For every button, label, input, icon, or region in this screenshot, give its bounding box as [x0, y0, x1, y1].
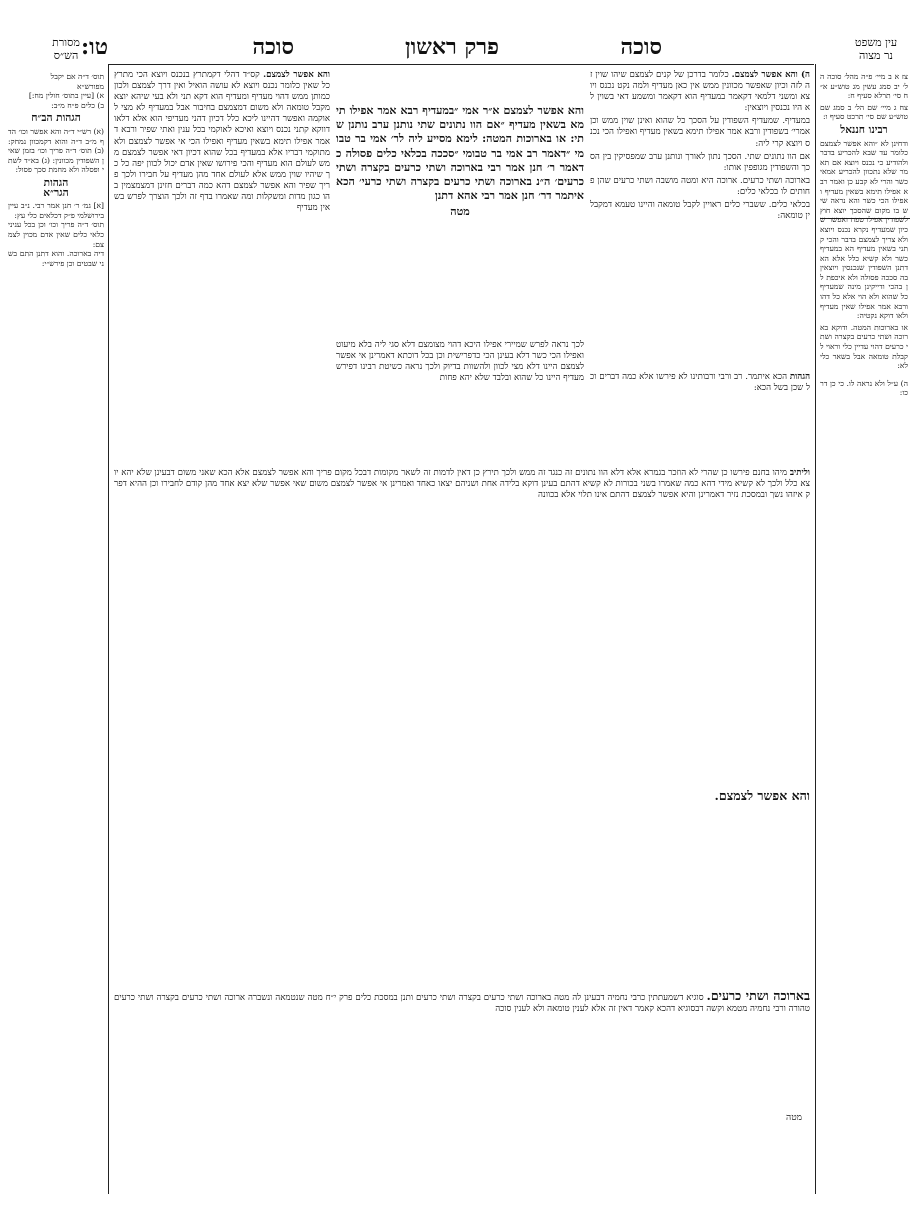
right-margin-rule [815, 64, 816, 1194]
haggahot-bach-text: (א) רש״י ד״ה והא אפשר וכו׳ הדף מ״ב ד״ה והוא דקמכוון נמחק: (ב) תוס׳ ד״ה פריך וכו׳ בזמן שאין השפודין מכוונין: (ג) בא״ד לשתי ופסלה ולא מחמת סכך פסול: [8, 126, 104, 175]
gemara-catchword: מטה [450, 205, 470, 219]
rashi-body: כלומר בדרכן של קנים לצמצם שיהו שוין זה לזה וכיון שאפשר מכוונין ממש אין כאן מעדיף ולמה נקט נכנס ויוצא ומשני דלמאי דקאמר במעדיף הוא דקאמר ומשמע דאי בשוין לא היו נכנסין ויוצאין: [590, 70, 810, 114]
masoret-label: מסורת הש״ס [52, 36, 80, 62]
gemara-text: והא אפשר לצמצם א״ר אמי ״במעדיף רבא אמר אפילו תימא בשאין מעדיף ״אם הוו נתונים שתי נותנן ערב נותנן שתי: או בארוכות המטה: לימא מסייע ליה לר׳ אמי בר טבומי ״דאמר רב אמי בר טבומי ״סככה בכלאי כלים פסולה כדאמר ר׳ חנן אמר רבי בארוכה ושתי כרעים בקצרה ושתי כרעים׳ ה״נ בארוכה ושתי כרעים בקצרה ושתי כרעי׳ הכא איתמר דר׳ חנן אמר רבי אהא דתנן [336, 104, 584, 203]
tosafot-section-2-opening: וליתיב [789, 468, 810, 478]
rabbeinu-chananel-heading: רבינו חננאל [840, 123, 888, 136]
rashi-haggahot-text [590, 372, 810, 394]
tosafot-middle-column [336, 340, 584, 462]
haggahot-gra-text: [א] גמ׳ ר׳ חנן אמר רבי. נ״ב עיין בירושלמי פ״ק דכלאים כלי עץ: תוס׳ ד״ה פריך וכו׳ וכן בכל עניני כלאי כלים שאין אדם מכוין לצמצם: דיה בארוכה. והוא דתנן התם בשני שבטים וכן פירש״י: [8, 201, 104, 268]
ein-mishpat-entry: צז א ב מיי׳ פ״ה מהל׳ סוכה הל׳ יב סמג עשין מג טוש״ע א״ח סי׳ תרלא סעיף ח: [820, 72, 908, 101]
ein-mishpat-footnote: ה) ע״ל ולא נראה לו. כי כן דרכו: [820, 378, 908, 398]
rashi-line-2: במעדיף. שמעדיף השפודין על הסכך כל שהוא ואינן שוין ממש וכן אמרי׳ בשפודין ורבא אמר אפילו תימא בשאין מעדיף ואפילו הכי נכנס ויוצא קרי ליה: [590, 116, 810, 149]
tosafot-dibur-hamatchil: והא אפשר לצמצם. [714, 790, 810, 803]
haggahot-gra-heading: הגהות הגר״א [43, 176, 69, 199]
tosafot-lower-block [114, 790, 810, 990]
tosafot-top-column [114, 70, 330, 400]
tosafot-section-3-opening: בארוכה ושתי כרעים. [706, 990, 810, 1003]
rashi-haggahot-body: הכא איתמר. רב ורבי ורבותינו לא פירשו אלא כמה דברים וכל שכן בשל הכא: [590, 372, 810, 394]
ein-mishpat-column [820, 72, 908, 452]
haggahot-bach-heading: הגהות הב״ח [31, 112, 81, 125]
tosafot-middle-text: לכך נראה לפרש שמיירי אפילו היכא דהוי מצומצם דלא סגי ליה בלא מיעוט ואפילו הכי כשר דלא בעינן הכי כדפרישית וכן בכל דוכתא דאמרינן אי אפשר לצמצם היינו דלא מצי לכוון ולהשוות בדיוק ולכך נראה כשיטת רבינו דפירש מעדיף היינו כל שהוא ובלבד שלא יהא פחות [336, 340, 584, 384]
tosafot-lower-heading-line [114, 790, 810, 804]
tosafot-section-2 [114, 468, 810, 501]
tosafot-full-width [114, 468, 810, 786]
page-catchword: מטה [786, 1113, 802, 1123]
rabbeinu-chananel-text-2: או בארוכות המטה. ודוקא בארוכה ושתי כרעים בקצרה ושתי כרעים דהוי עדיין כלי וראוי לקבלת טומאה אבל בשאר כלי לא: [820, 322, 908, 371]
tosafot-bottom-block [114, 990, 810, 1110]
masoret-items: תוס׳ ד״ה אם יקבל מפורש״א א) [עיין בתוס׳ חולין מח:] ב) כלים פ״ח מ״ב: [28, 72, 104, 110]
left-margin-rule [108, 64, 109, 1194]
tosafot-section-3-body: סוגיא דשמעתתין כרבי נחמיה דבעינן לה מטה בארוכה ושתי כרעים בקצרה ושתי כרעים ותנן במסכת כלים פרק י״ח מטה שנטמאה ונשברה ארוכה ושתי כרעים בקצרה ושתי כרעים טהורה ורבי נחמיה מטמא וקשה דבסוגיא דהכא קאמר דאין זה אלא לענין טומאה ולא לענין סוכה [114, 993, 810, 1015]
rashi-line-5: בכלאי כלים. ששברי כלים ראויין לקבל טומאה והיינו טעמא דמקבלין טומאה: [590, 200, 810, 222]
tosafot-opening: והא אפשר לצמצם. [263, 70, 330, 80]
gemara-column [336, 104, 584, 334]
tosafot-section-3 [114, 990, 810, 1015]
rashi-continuation [590, 372, 810, 462]
rashi-opening: ה) והא אפשר לצמצם. [731, 70, 810, 80]
ein-mishpat-label: עין משפט נר מצוה [854, 36, 898, 62]
running-title-right: סוכה [620, 34, 662, 60]
tosafot-section-2-body: מיהו בחנם פירשו כן שהרי לא הוזכר בגמרא אלא דלא הוו נתונים זה כנגד זה ממש ולכך תירץ כן דאין לדמות זה לשאר מקומות דבכל מקום פריך והא אפשר לצמצם אלא הכא שאני משום דבעינן שלא יהא יוצא כלל ולכך לא קשיא מידי דהא כמה שאמרו בשני בכורות לא קשיא דהתם בעינן דוקא בלידה אחת ושניהם יצאו כאחד ואמרינן אי אפשר לצמצם משום שאי אפשר שלא יצא אחד מהן קודם לחבירו וכן ההיא דפרק איזהו נשך ובמסכת נזיר דאמרינן והיא אפשר לצמצם דהתם אינו תלוי אלא בכוונה [114, 468, 810, 501]
rashi-line-3: אם הוו נתונים שתי. הסכך נתון לאורך ונותנן ערב שמפסיקין בין הסכך והשפודין מגופפין אותו: [590, 151, 810, 173]
page-number: טו: [80, 34, 108, 60]
rabbeinu-chananel-text: ודחינן לא ״והא אפשר לצמצם כלומר עד שבא להכריע בדבר ולהודיע כי נכנס ויוצא אם תאמר שלא נתכוון להכריע אמאי כשר והרי לא קבע כן ואמר רבא אפילו תימא בשאין מעדיף ואפילו הכי כשר והא נראה שיש בו מקום שהסכך יוצא חוץ לשפודין אפילו טפח ואפשר שכיון שמעדיף נקרא נכנס ויוצא ולא צריך לצמצם בדבר והכי קתני בשאין מעדיף הא במעדיף כשר ולא קשיא כלל אלא הא דתנן השפודין שנכנסין ויוצאין בה סככה פסולה ולא איכפת לן בהכי ודייקינן מינה שמעדיף כל שהוא ולא הוי אלא כל דהו ורבא אמר אפילו שאין מעדיף ולאו דוקא נקטיה: [820, 138, 908, 321]
ein-mishpat-entry-2: צח ג מיי׳ שם הל׳ ב סמג שם טוש״ע שם סי׳ תרכט סעיף ו: [820, 102, 908, 122]
rashi-column [590, 70, 810, 370]
rashi-haggahot-heading: הגהות [789, 372, 810, 382]
rashi-text [590, 70, 810, 114]
rashi-line-4: בארוכה ושתי כרעים. ארוכה היא ומטה מושבה ושתי כרעים שהן פחותים לו בכלאי כלים: [590, 175, 810, 197]
tosafot-body: קס״ד דהלי דקמתרץ בנכנס ויוצא הכי מתרץ כל שאין כלומר נכנס ויוצא לא עושה הואיל ואין דרך לצמצם ולכון כמותן ממש דהוי מעדיף ומעדיף הוא דקא תני ולא בעי שיהא יוצא מקבל טומאה ולא משום דמצמצם בחיבור אבל במעדיף לא מצי לאוקמה ואפשר דהיינו ליכא כלל דכיון דהני מעדיפי הוא אלא דלאו דווקא קתני נכנס ויוצא ואיכא לאוקמי בכל ענין ואתי שפיר ורבא דאמר אפילו תימא בשאין מעדיף ואפילו הכי אי אפשר לצמצם ולא מתוקמי דבריו אלא במעדיף בכל שהוא דכיון דאי אפשר לצמצם ממש לעולם הוא מעדיף והכי פירושו שאין אדם יכול לכוון יפה כל כך שיהיו שוין ממש אלא לעולם אחד מהן מעדיף על חבירו ולכך פריך שפיר והא אפשר לצמצם דהא כמה דברים חזינן דמצמצמין בהו כגון מדות ומשקלות ומה שאמרו בדף זה ולכך הוצרך לפרש בשאין מעדיף [114, 70, 330, 214]
header-rule [109, 64, 814, 65]
chapter-title: פרק ראשון [405, 34, 499, 60]
masoret-column [8, 72, 104, 462]
running-title-left: סוכה [252, 34, 294, 60]
tosafot-top-text [114, 70, 330, 214]
